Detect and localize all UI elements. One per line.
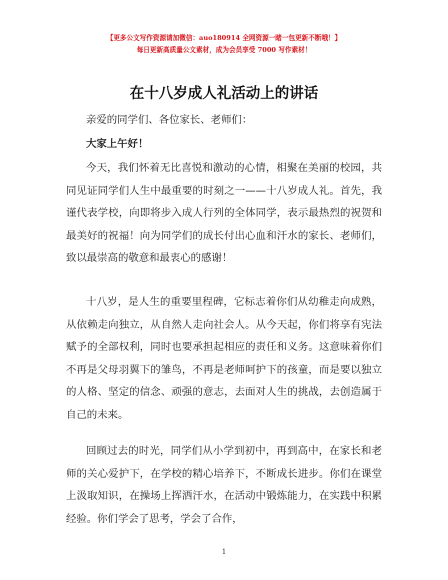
document-title: 在十八岁成人礼活动上的讲话 (129, 85, 319, 102)
paragraph: 回顾过去的时光，同学们从小学到初中，再到高中，在家长和老师的关心爱护下，在学校的精心培养下，不断成长进步。你们在课堂上汲取知识，在操场上挥洒汗水，在活动中锻炼能力，在实践中积累经验。你们学会了思考，学会了合作， (66, 445, 382, 525)
page-number: 1 (221, 548, 227, 556)
promo-banner-line1: 【更多公文写作资源请加微信：auo180914 全网资源一睹一包更新不断哦！】 (106, 34, 342, 42)
paragraph: 今天，我们怀着无比喜悦和激动的心情，相聚在美丽的校园，共同见证同学们人生中最重要的时刻之一——十八岁成人礼。首先，我谨代表学校，向即将步入成人行列的全体同学，表示最热烈的祝贺和最美好的祝福！向为同学们的成长付出心血和汗水的家长、老师们，致以最崇高的敬意和最衷心的感谢！ (66, 162, 382, 264)
greeting: 大家上午好！ (86, 138, 149, 150)
salutation: 亲爱的同学们、各位家长、老师们： (86, 114, 253, 126)
promo-banner-line2: 每日更新高质量公文素材，成为会员享受 7000 写作素材！ (136, 46, 312, 54)
paragraph: 十八岁，是人生的重要里程碑，它标志着你们从幼稚走向成熟，从依赖走向独立，从自然人走向社会人。从今天起，你们将享有宪法赋予的全部权利，同时也要承担起相应的责任和义务。这意味着你们不再是父母羽翼下的雏鸟，不再是老师呵护下的孩童，而是要以独立的人格、坚定的信念、顽强的意志，去面对人生的挑战，去创造属于自己的未来。 (66, 296, 382, 421)
